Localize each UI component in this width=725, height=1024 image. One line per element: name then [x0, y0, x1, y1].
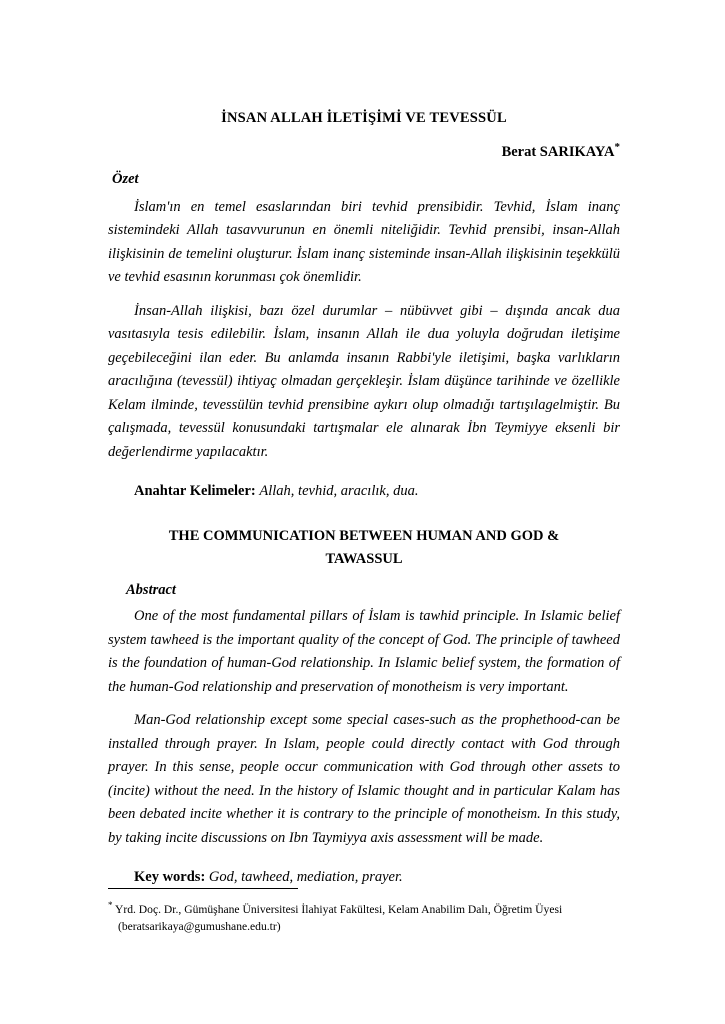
- article-content: [108, 110, 620, 911]
- keywords-en-value: God, tawheed, mediation, prayer.: [208, 869, 403, 886]
- author-name: Berat SARIKAYA: [501, 143, 615, 160]
- abstract-tr-heading: Özet: [112, 170, 139, 187]
- abstract-en-heading: Abstract: [126, 582, 176, 599]
- page-title: İNSAN ALLAH İLETİŞİMİ VE TEVESSÜL: [221, 110, 507, 126]
- footnote-mark: *: [108, 900, 113, 910]
- footnote-line-2: (beratsarikaya@gumushane.edu.tr): [118, 919, 281, 933]
- author-line: [108, 141, 620, 161]
- keywords-tr: [108, 480, 620, 503]
- keywords-tr-value: Allah, tevhid, aracılık, dua.: [259, 483, 419, 500]
- footnote-line-1: Yrd. Doç. Dr., Gümüşhane Üniversitesi İlahiyat Fakültesi, Kelam Anabilim Dalı, Öğretim Üyesi: [114, 902, 563, 916]
- abstract-en-paragraph-2: Man-God relationship except some special cases-such as the prophethood-can be installed through prayer. In Islam, people could directly contact with God through prayer. In this sense, people occur communication with God through other assets to (incite) without the need. In the history of Islamic thought and in particular Kalam has been debated incite whether it is contrary to the principle of monotheism. In this study, by taking incite discussions on Ibn Taymiyya axis assessment will be made.: [108, 712, 620, 846]
- keywords-tr-label: Anahtar Kelimeler:: [134, 483, 256, 500]
- author-footnote-mark: *: [614, 141, 620, 153]
- abstract-en-paragraph-1: One of the most fundamental pillars of İslam is tawhid principle. In Islamic belief system tawheed is the important quality of the concept of God. The principle of tawheed is the foundation of human-God relationship. In Islamic belief system, the formation of the human-God relationship and preservation of monotheism is very important.: [108, 608, 620, 695]
- abstract-tr-paragraph-2: İnsan-Allah ilişkisi, bazı özel durumlar – nübüvvet gibi – dışında ancak dua vasıtasıyla tesis edilebilir. İslam, insanın Allah ile dua yoluyla doğrudan iletişime geçebileceğini ilan eder. Bu anlamda insanın Rabbi'yle iletişimi, başka varlıkların aracılığına (tevessül) ihtiyaç olmadan gerçekleşir. İslam düşünce tarihinde ve özellikle Kelam ilminde, tevessülün tevhid prensibine aykırı olup olmadığı tartışılagelmiştir. Bu çalışmada, tevessül konusundaki tartışmalar ele alınarak İbn Teymiyye eksenli bir değerlendirme yapılacaktır.: [108, 302, 620, 460]
- footnote-text: [108, 899, 620, 935]
- page-title-english-line1: THE COMMUNICATION BETWEEN HUMAN AND GOD &: [168, 528, 560, 545]
- footnote-area: [108, 888, 620, 935]
- abstract-tr-paragraph-1: İslam'ın en temel esaslarından biri tevhid prensibidir. Tevhid, İslam inanç sistemindeki Allah tasavvurunun en önemli niteliğidir. Tevhid prensibi, insan-Allah ilişkisinin de temelini oluşturur. İslam inanç sisteminde insan-Allah ilişkisinin teşekkülü ve tevhid esasının korunması çok önemlidir.: [108, 198, 620, 286]
- page-title-english: [108, 525, 620, 570]
- keywords-en-label: Key words:: [134, 869, 206, 886]
- footnote-divider: [108, 888, 298, 889]
- page-title-english-line2: TAWASSUL: [325, 550, 403, 567]
- keywords-en: [108, 866, 620, 889]
